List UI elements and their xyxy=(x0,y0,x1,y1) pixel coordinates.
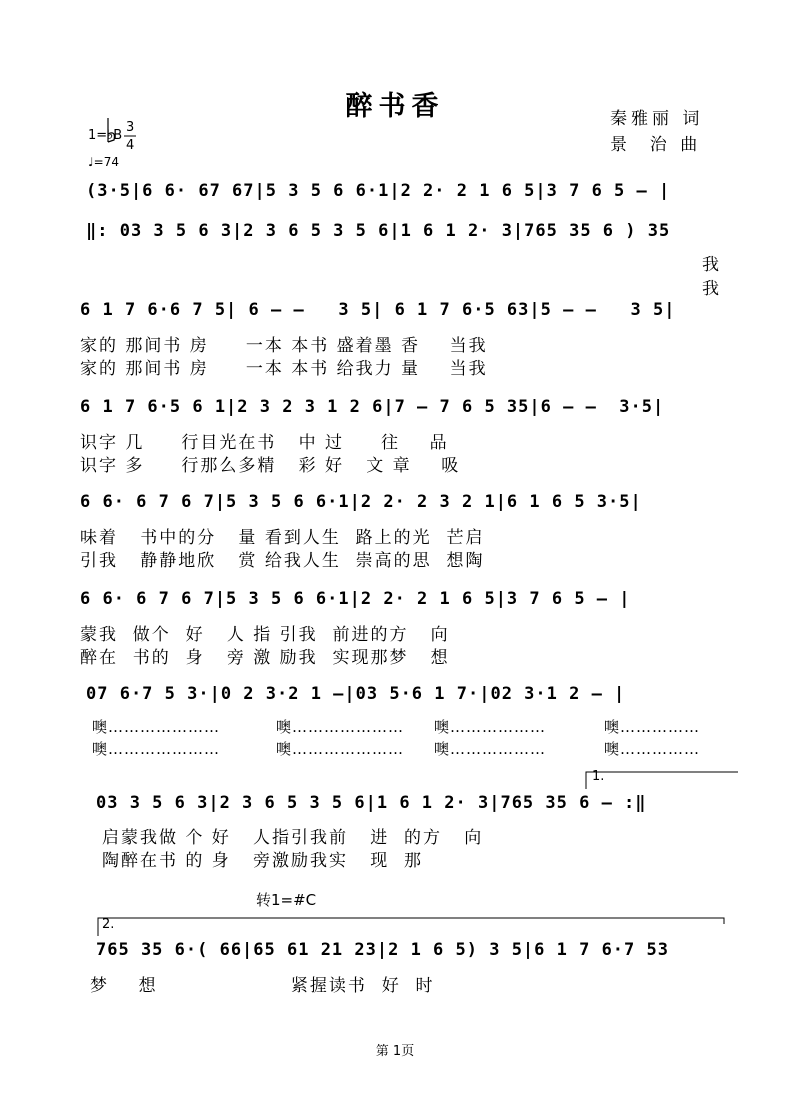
score-row-7-notes: 07 6·7 5 3·|0 2 3·2 1 –|03 5·6 1 7·|02 3·1 2 – | xyxy=(86,684,626,704)
pickup-lyric-2: 我 xyxy=(702,279,721,299)
score-row-8-notes: 03 3 5 6 3|2 3 6 5 3 5 6|1 6 1 2· 3|765 35 6 – :‖ xyxy=(96,793,647,813)
volta-bracket-1 xyxy=(586,772,738,789)
oh-lyric: 噢………………… xyxy=(276,718,405,736)
score-row-3-lyric-2: 家的 那间书 房 一本 本书 给我力 量 当我 xyxy=(80,359,488,379)
oh-lyric: 噢…………… xyxy=(604,740,701,758)
composer-credit: 景 治 曲 xyxy=(610,135,702,155)
score-row-5-lyric-1: 味着 书中的分 量 看到人生 路上的光 芒启 xyxy=(80,528,485,548)
time-signature-top: 3 xyxy=(126,120,135,135)
score-row-6-notes: 6 6· 6 7 6 7|5 3 5 6 6·1|2 2· 2 1 6 5|3 7 6 5 – | xyxy=(80,589,631,609)
score-row-4-lyric-1: 识字 几 行目光在书 中 过 往 品 xyxy=(80,433,449,453)
volta-bracket-2 xyxy=(98,918,724,936)
score-row-5-notes: 6 6· 6 7 6 7|5 3 5 6 6·1|2 2· 2 3 2 1|6 1 6 5 3·5| xyxy=(80,492,642,512)
song-title: 醉书香 xyxy=(345,91,445,122)
volta-bracket-2-label: 2. xyxy=(102,917,115,932)
score-row-8-lyric-2: 陶醉在书 的 身 旁激励我实 现 那 xyxy=(102,851,424,871)
page-number: 第 1页 xyxy=(375,1044,415,1059)
flat-sign-icon xyxy=(108,118,114,142)
score-row-6-lyric-2: 醉在 书的 身 旁 激 励我 实现那梦 想 xyxy=(80,648,450,668)
score-row-1-notes: (3·5|6 6· 67 67|5 3 5 6 6·1|2 2· 2 1 6 5|3 7 6 5 – | xyxy=(86,181,671,201)
modulation-marking: 转1=#C xyxy=(256,891,317,909)
oh-lyric: 噢………………… xyxy=(92,740,221,758)
score-row-2-notes: ‖: 03 3 5 6 3|2 3 6 5 3 5 6|1 6 1 2· 3|765 35 6 ) 35 xyxy=(86,221,671,241)
score-row-8-lyric-1: 启蒙我做 个 好 人指引我前 进 的方 向 xyxy=(102,828,484,848)
score-row-9-lyric-1: 梦 想 紧握读书 好 时 xyxy=(90,976,435,996)
score-row-6-lyric-1: 蒙我 做个 好 人 指 引我 前进的方 向 xyxy=(80,625,450,645)
pickup-lyric-1: 我 xyxy=(702,255,721,275)
score-row-5-lyric-2: 引我 静静地欣 赏 给我人生 崇高的思 想陶 xyxy=(80,551,485,571)
oh-lyric: 噢………………… xyxy=(92,718,221,736)
time-signature-bottom: 4 xyxy=(126,138,135,153)
tempo-marking: ♩=74 xyxy=(88,155,119,169)
score-row-9-notes: 765 35 6·( 66|65 61 21 23|2 1 6 5) 3 5|6 1 7 6·7 53 xyxy=(96,940,669,960)
lyricist-credit: 秦雅丽 词 xyxy=(610,109,704,129)
score-row-3-lyric-1: 家的 那间书 房 一本 本书 盛着墨 香 当我 xyxy=(80,336,488,356)
score-row-3-notes: 6 1 7 6·6 7 5| 6 – – 3 5| 6 1 7 6·5 63|5 – – 3 5| xyxy=(80,300,676,320)
oh-lyric: 噢………………… xyxy=(276,740,405,758)
score-row-4-notes: 6 1 7 6·5 6 1|2 3 2 3 1 2 6|7 – 7 6 5 35|6 – – 3·5| xyxy=(80,397,665,417)
score-row-4-lyric-2: 识字 多 行那么多精 彩 好 文 章 吸 xyxy=(80,456,461,476)
key-signature: 1=♭B xyxy=(88,128,123,143)
oh-lyric: 噢……………… xyxy=(434,718,547,736)
oh-lyric: 噢…………… xyxy=(604,718,701,736)
oh-lyric: 噢……………… xyxy=(434,740,547,758)
volta-bracket-1-label: 1. xyxy=(592,769,605,784)
